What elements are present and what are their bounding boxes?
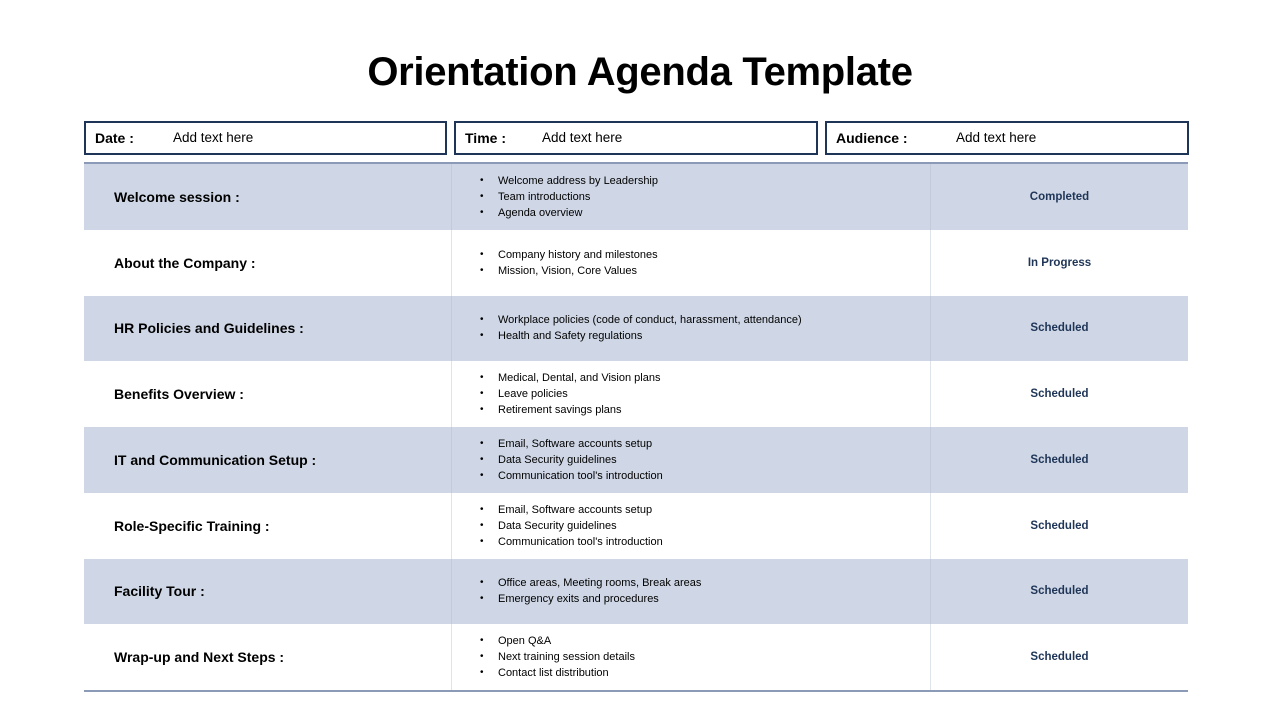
list-item: • Agenda overview (480, 205, 658, 221)
time-field[interactable] (454, 121, 818, 155)
list-item: • Company history and milestones (480, 247, 658, 263)
agenda-table (84, 162, 1188, 692)
list-item: • Workplace policies (code of conduct, harassment, attendance) (480, 312, 802, 328)
list-item: • Team introductions (480, 189, 658, 205)
session-name: HR Policies and Guidelines : (84, 296, 452, 362)
audience-label: Audience : (836, 130, 908, 146)
session-topics (452, 427, 931, 493)
status-badge: Scheduled (1030, 388, 1089, 401)
session-name: Facility Tour : (84, 559, 452, 625)
session-topics (452, 493, 931, 559)
audience-value[interactable]: Add text here (956, 130, 1037, 145)
session-topics (452, 230, 931, 296)
status-badge: Scheduled (1030, 585, 1089, 598)
list-item: • Contact list distribution (480, 665, 635, 681)
topic-list (480, 247, 658, 279)
page-title: Orientation Agenda Template (367, 50, 913, 94)
topic-list (480, 370, 660, 418)
session-name: Wrap-up and Next Steps : (84, 624, 452, 690)
topic-list (480, 312, 802, 344)
list-item: • Data Security guidelines (480, 452, 663, 468)
list-item: • Leave policies (480, 386, 660, 402)
session-name: Role-Specific Training : (84, 493, 452, 559)
date-label: Date : (95, 130, 134, 146)
date-value[interactable]: Add text here (173, 130, 254, 145)
table-row (84, 164, 1188, 230)
status-badge: Scheduled (1030, 519, 1089, 532)
table-row (84, 559, 1188, 625)
table-row (84, 624, 1188, 690)
session-name: About the Company : (84, 230, 452, 296)
list-item: • Communication tool's introduction (480, 468, 663, 484)
session-name: IT and Communication Setup : (84, 427, 452, 493)
table-row (84, 493, 1188, 559)
status-badge: Scheduled (1030, 651, 1089, 664)
status-badge: Completed (1029, 190, 1090, 203)
session-name: Welcome session : (84, 164, 452, 230)
audience-field[interactable] (825, 121, 1189, 155)
status-badge: Scheduled (1030, 453, 1089, 466)
list-item: • Next training session details (480, 649, 635, 665)
list-item: • Emergency exits and procedures (480, 591, 701, 607)
list-item: • Email, Software accounts setup (480, 436, 663, 452)
list-item: • Medical, Dental, and Vision plans (480, 370, 660, 386)
list-item: • Open Q&A (480, 633, 635, 649)
session-topics (452, 361, 931, 427)
topic-list (480, 502, 663, 550)
topic-list (480, 173, 658, 221)
list-item: • Mission, Vision, Core Values (480, 263, 658, 279)
topic-list (480, 575, 701, 607)
list-item: • Office areas, Meeting rooms, Break areas (480, 575, 701, 591)
list-item: • Communication tool's introduction (480, 534, 663, 550)
topic-list (480, 633, 635, 681)
session-topics (452, 559, 931, 625)
table-row (84, 361, 1188, 427)
time-value[interactable]: Add text here (542, 130, 623, 145)
session-topics (452, 296, 931, 362)
list-item: • Retirement savings plans (480, 402, 660, 418)
status-badge: Scheduled (1030, 322, 1089, 335)
session-topics (452, 164, 931, 230)
list-item: • Welcome address by Leadership (480, 173, 658, 189)
date-field[interactable] (84, 121, 447, 155)
status-badge: In Progress (1027, 256, 1092, 269)
session-name: Benefits Overview : (84, 361, 452, 427)
table-row (84, 296, 1188, 362)
table-row (84, 230, 1188, 296)
table-row (84, 427, 1188, 493)
list-item: • Data Security guidelines (480, 518, 663, 534)
time-label: Time : (465, 130, 506, 146)
session-topics (452, 624, 931, 690)
list-item: • Health and Safety regulations (480, 328, 802, 344)
topic-list (480, 436, 663, 484)
list-item: • Email, Software accounts setup (480, 502, 663, 518)
